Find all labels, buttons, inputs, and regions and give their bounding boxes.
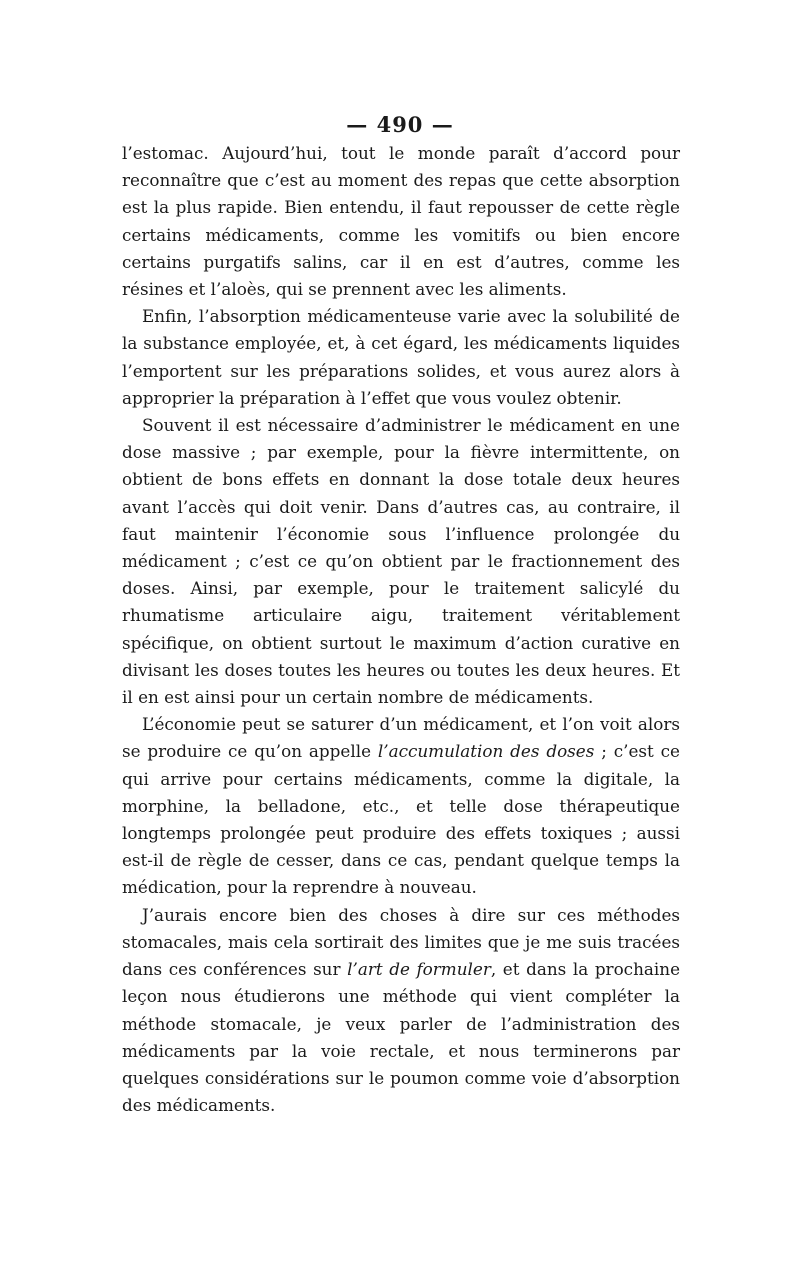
page-number: — 490 — [346,112,454,137]
paragraph-solubility: Enfin, l’absorption médicamenteuse varie avec la solubilité de la substance employée, et, à cet égard, les médicaments liquides l’emportent sur les préparations solides, et vous aurez alors à approprier la préparation à l’effet que vous voulez obtenir. [122,306,680,408]
text-segment: J’aurais encore bien des choses à dire sur ces méthodes stomacales, mais cela sortirait des limites que je me suis tracées dans ces conférences sur [122,904,680,980]
text-segment: , et dans la prochaine leçon nous étudierons une méthode qui vient compléter la méthode stomacale, je veux parler de l’administration des médicaments par la voie rectale, et nous terminerons par quelques considérations sur le poumon comme voie d’absorption des médicaments. [122,959,680,1116]
italic-title: l’art de formuler [347,959,491,980]
text-segment: L’économie peut se saturer d’un médicament, et l’on voit alors se produire ce qu’on appelle [122,714,680,762]
body-text [122,140,680,1119]
text-segment: ; c’est ce qui arrive pour certains médicaments, comme la digitale, la morphine, la belladone, etc., et telle dose thérapeutique longtemps prolongée peut produire des effets toxiques ; aussi est-il de règle de cesser, dans ce cas, pendant quelque temps la médication, pour la reprendre à nouveau. [122,741,680,898]
paragraph-accumulation [122,711,680,901]
paragraph-continuation: l’estomac. Aujourd’hui, tout le monde paraît d’accord pour reconnaître que c’est au moment des repas que cette absorption est la plus rapide. Bien entendu, il faut repousser de cette règle certains médicaments, comme les vomitifs ou bien encore certains purgatifs salins, car il en est d’autres, comme les résines et l’aloès, qui se prennent avec les aliments. [122,143,680,300]
italic-term: l’accumulation des doses [377,741,595,762]
paragraph-dosage: Souvent il est nécessaire d’administrer le médicament en une dose massive ; par exemple, pour la fièvre intermittente, on obtient de bons effets en donnant la dose totale deux heures avant l’accès qui doit venir. Dans d’autres cas, au contraire, il faut maintenir l’économie sous l’influence prolongée du médicament ; c’est ce qu’on obtient par le fractionnement des doses. Ainsi, par exemple, pour le traitement salicylé du rhumatisme articulaire aigu, traitement véritablement spécifique, on obtient surtout le maximum d’action curative en divisant les doses toutes les heures ou toutes les deux heures. Et il en est ainsi pour un certain nombre de médicaments. [122,415,680,708]
paragraph-conclusion [122,902,680,1120]
